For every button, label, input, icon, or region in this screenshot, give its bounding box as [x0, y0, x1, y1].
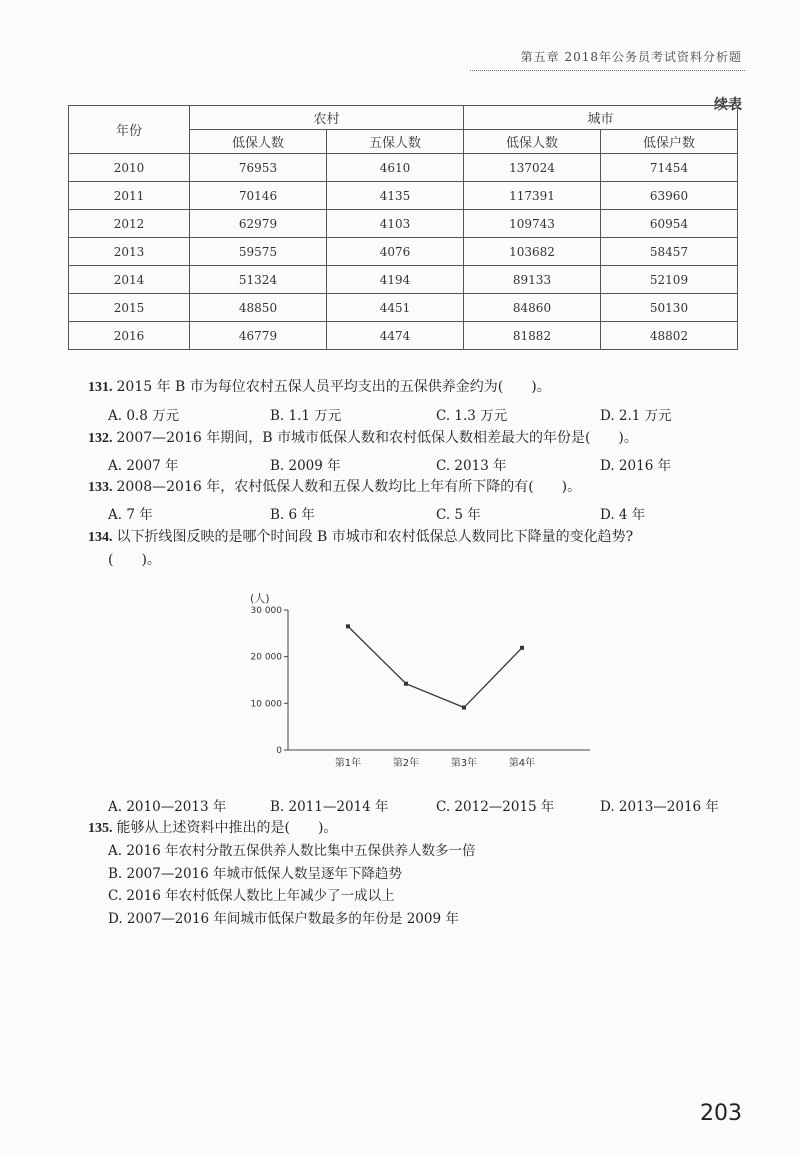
question-text: 能够从上述资料中推出的是( )。	[116, 820, 338, 836]
col-group-urban: 城市	[464, 106, 738, 130]
option-d[interactable]: D. 4 年	[600, 507, 646, 523]
col-group-rural: 农村	[190, 106, 464, 130]
col-rural-wubao: 五保人数	[327, 130, 464, 154]
cell-year: 2011	[69, 182, 190, 210]
cell-urban-dibao: 81882	[464, 322, 601, 350]
cell-rural-dibao: 62979	[190, 210, 327, 238]
cell-rural-wubao: 4474	[327, 322, 464, 350]
cell-urban-hushu: 63960	[601, 182, 738, 210]
data-point	[520, 646, 524, 650]
table-row	[69, 294, 738, 322]
x-tick-label: 第3年	[450, 758, 478, 769]
cell-rural-wubao: 4194	[327, 266, 464, 294]
cell-rural-dibao: 51324	[190, 266, 327, 294]
question-131	[88, 377, 551, 398]
cell-rural-dibao: 46779	[190, 322, 327, 350]
cell-rural-dibao: 48850	[190, 294, 327, 322]
cell-rural-wubao: 4610	[327, 154, 464, 182]
question-number: 131.	[88, 380, 113, 395]
table-caption: 续表	[714, 97, 742, 113]
table-row	[69, 182, 738, 210]
question-133	[88, 477, 581, 498]
running-header: 第五章 2018年公务员考试资料分析题	[520, 50, 742, 64]
cell-rural-dibao: 70146	[190, 182, 327, 210]
cell-urban-dibao: 137024	[464, 154, 601, 182]
table-row	[69, 322, 738, 350]
cell-rural-wubao: 4451	[327, 294, 464, 322]
data-point	[462, 706, 466, 710]
cell-rural-wubao: 4135	[327, 182, 464, 210]
cell-urban-hushu: 48802	[601, 322, 738, 350]
cell-urban-hushu: 58457	[601, 238, 738, 266]
option-d[interactable]: D. 2007—2016 年间城市低保户数最多的年份是 2009 年	[108, 910, 459, 927]
data-point	[346, 624, 350, 628]
option-a[interactable]: A. 2010—2013 年	[108, 799, 227, 815]
y-tick-label: 10 000	[250, 699, 282, 710]
y-tick-label: 0	[276, 746, 282, 756]
cell-urban-dibao: 109743	[464, 210, 601, 238]
option-a[interactable]: A. 2007 年	[108, 458, 179, 474]
option-b[interactable]: B. 2011—2014 年	[270, 799, 389, 815]
cell-rural-wubao: 4076	[327, 238, 464, 266]
y-axis-label: (人)	[250, 592, 270, 605]
cell-urban-dibao: 84860	[464, 294, 601, 322]
option-c[interactable]: C. 2016 年农村低保人数比上年减少了一成以上	[108, 888, 395, 904]
col-year: 年份	[69, 106, 190, 154]
cell-urban-dibao: 103682	[464, 238, 601, 266]
option-c[interactable]: C. 2013 年	[436, 458, 507, 474]
cell-year: 2013	[69, 238, 190, 266]
question-text: 2008—2016 年，农村低保人数和五保人数均比上年有所下降的有( )。	[116, 479, 582, 495]
series-line	[348, 626, 522, 707]
table-row	[69, 154, 738, 182]
question-132	[88, 428, 638, 449]
cell-rural-dibao: 76953	[190, 154, 327, 182]
col-urban-dibao: 低保人数	[464, 130, 601, 154]
col-urban-hushu: 低保户数	[601, 130, 738, 154]
option-d[interactable]: D. 2016 年	[600, 458, 672, 474]
option-c[interactable]: C. 5 年	[436, 507, 481, 523]
option-c[interactable]: C. 1.3 万元	[436, 408, 508, 424]
data-table	[68, 105, 738, 350]
cell-urban-dibao: 89133	[464, 266, 601, 294]
option-d[interactable]: D. 2013—2016 年	[600, 799, 719, 815]
question-number: 133.	[88, 480, 113, 495]
table-row	[69, 266, 738, 294]
question-134-blank: ( )。	[108, 552, 161, 568]
question-134	[88, 527, 768, 548]
question-text: 2007—2016 年期间，B 市城市低保人数和农村低保人数相差最大的年份是( )。	[116, 430, 638, 446]
table-row	[69, 210, 738, 238]
col-rural-dibao: 低保人数	[190, 130, 327, 154]
cell-rural-wubao: 4103	[327, 210, 464, 238]
cell-year: 2014	[69, 266, 190, 294]
x-tick-label: 第1年	[334, 758, 362, 769]
option-b[interactable]: B. 2009 年	[270, 458, 341, 474]
question-text: 以下折线图反映的是哪个时间段 B 市城市和农村低保总人数同比下降量的变化趋势?	[116, 529, 634, 545]
cell-urban-hushu: 52109	[601, 266, 738, 294]
question-text: 2015 年 B 市为每位农村五保人员平均支出的五保供养金约为( )。	[116, 379, 551, 395]
option-b[interactable]: B. 2007—2016 年城市低保人数呈逐年下降趋势	[108, 865, 403, 882]
cell-rural-dibao: 59575	[190, 238, 327, 266]
y-tick-label: 30 000	[250, 606, 282, 616]
option-b[interactable]: B. 1.1 万元	[270, 408, 342, 424]
question-number: 135.	[88, 821, 113, 836]
cell-urban-hushu: 50130	[601, 294, 738, 322]
cell-year: 2010	[69, 154, 190, 182]
x-tick-label: 第2年	[392, 758, 420, 769]
page-number: 203	[700, 1101, 742, 1126]
header-rule	[470, 70, 745, 71]
cell-year: 2012	[69, 210, 190, 238]
cell-urban-hushu: 60954	[601, 210, 738, 238]
option-c[interactable]: C. 2012—2015 年	[436, 799, 555, 815]
question-number: 132.	[88, 431, 113, 446]
y-tick-label: 20 000	[250, 652, 282, 663]
cell-urban-hushu: 71454	[601, 154, 738, 182]
x-tick-label: 第4年	[508, 758, 536, 769]
data-point	[404, 682, 408, 686]
question-135	[88, 818, 337, 839]
option-a[interactable]: A. 2016 年农村分散五保供养人数比集中五保供养人数多一倍	[108, 843, 476, 859]
option-b[interactable]: B. 6 年	[270, 507, 315, 523]
cell-year: 2016	[69, 322, 190, 350]
options-135	[108, 840, 475, 930]
option-a[interactable]: A. 7 年	[108, 507, 153, 523]
cell-urban-dibao: 117391	[464, 182, 601, 210]
chart-svg	[230, 590, 610, 780]
line-chart	[230, 590, 610, 780]
cell-year: 2015	[69, 294, 190, 322]
question-number: 134.	[88, 530, 113, 545]
option-d[interactable]: D. 2.1 万元	[600, 408, 672, 424]
option-a[interactable]: A. 0.8 万元	[108, 408, 180, 424]
table-row	[69, 238, 738, 266]
